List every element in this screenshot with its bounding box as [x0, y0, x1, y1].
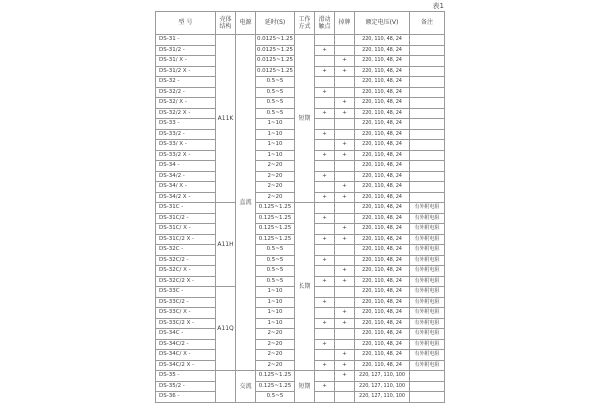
- delay-range-cell: 2~20: [256, 329, 295, 340]
- sliding-contact-cell: [315, 392, 335, 403]
- model-cell: DS-33C/ X -: [156, 308, 216, 319]
- col-header-remark: 备注: [410, 12, 445, 35]
- power-source-cell: 直流: [236, 35, 256, 371]
- sliding-contact-cell: +: [315, 234, 335, 245]
- sliding-contact-cell: [315, 371, 335, 382]
- remark-cell: [410, 150, 445, 161]
- sliding-contact-cell: +: [315, 381, 335, 392]
- delay-range-cell: 1~10: [256, 287, 295, 298]
- remark-cell: [410, 45, 445, 56]
- rated-voltage-cell: 220, 110, 48, 24: [355, 234, 410, 245]
- drop-flag-cell: [335, 297, 355, 308]
- delay-range-cell: 2~20: [256, 360, 295, 371]
- sliding-contact-cell: [315, 350, 335, 361]
- delay-range-cell: 0.0125~1.25: [256, 56, 295, 67]
- drop-flag-cell: +: [335, 56, 355, 67]
- drop-flag-cell: +: [335, 266, 355, 277]
- remark-cell: [410, 140, 445, 151]
- col-header-delay: 延时(S): [256, 12, 295, 35]
- delay-range-cell: 0.125~1.25: [256, 203, 295, 214]
- rated-voltage-cell: 220, 110, 48, 24: [355, 350, 410, 361]
- rated-voltage-cell: 220, 110, 48, 24: [355, 161, 410, 172]
- model-cell: DS-34/2 -: [156, 171, 216, 182]
- remark-cell: [410, 381, 445, 392]
- remark-cell: [410, 108, 445, 119]
- rated-voltage-cell: 220, 110, 48, 24: [355, 129, 410, 140]
- remark-cell: [410, 77, 445, 88]
- col-header-case: 壳体 结构: [216, 12, 236, 35]
- rated-voltage-cell: 220, 110, 48, 24: [355, 87, 410, 98]
- rated-voltage-cell: 220, 110, 48, 24: [355, 329, 410, 340]
- drop-flag-cell: +: [335, 98, 355, 109]
- model-cell: DS-33 -: [156, 119, 216, 130]
- delay-range-cell: 2~20: [256, 339, 295, 350]
- drop-flag-cell: [335, 381, 355, 392]
- col-header-slide: 滑动 触点: [315, 12, 335, 35]
- drop-flag-cell: [335, 161, 355, 172]
- model-cell: DS-33/2 -: [156, 129, 216, 140]
- drop-flag-cell: [335, 171, 355, 182]
- model-cell: DS-32C/2 X -: [156, 276, 216, 287]
- delay-range-cell: 0.5~5: [256, 108, 295, 119]
- model-cell: DS-31C/2 X -: [156, 234, 216, 245]
- model-cell: DS-35 -: [156, 371, 216, 382]
- remark-cell: [410, 182, 445, 193]
- delay-range-cell: 2~20: [256, 192, 295, 203]
- drop-flag-cell: [335, 45, 355, 56]
- remark-cell: [410, 192, 445, 203]
- model-cell: DS-32/ X -: [156, 98, 216, 109]
- sliding-contact-cell: [315, 266, 335, 277]
- sliding-contact-cell: +: [315, 255, 335, 266]
- model-cell: DS-31 -: [156, 35, 216, 46]
- rated-voltage-cell: 220, 110, 48, 24: [355, 203, 410, 214]
- sliding-contact-cell: [315, 224, 335, 235]
- sliding-contact-cell: +: [315, 66, 335, 77]
- sliding-contact-cell: +: [315, 192, 335, 203]
- delay-range-cell: 1~10: [256, 308, 295, 319]
- model-cell: DS-33/ X -: [156, 140, 216, 151]
- delay-range-cell: 0.5~5: [256, 98, 295, 109]
- sliding-contact-cell: [315, 161, 335, 172]
- drop-flag-cell: [335, 245, 355, 256]
- table-row: [156, 35, 445, 46]
- working-mode-cell: 短期: [295, 371, 315, 403]
- drop-flag-cell: +: [335, 308, 355, 319]
- rated-voltage-cell: 220, 110, 48, 24: [355, 276, 410, 287]
- model-cell: DS-31/2 -: [156, 45, 216, 56]
- sliding-contact-cell: +: [315, 87, 335, 98]
- drop-flag-cell: +: [335, 108, 355, 119]
- delay-range-cell: 0.125~1.25: [256, 234, 295, 245]
- delay-range-cell: 0.5~5: [256, 87, 295, 98]
- drop-flag-cell: +: [335, 66, 355, 77]
- sliding-contact-cell: +: [315, 213, 335, 224]
- delay-range-cell: 2~20: [256, 171, 295, 182]
- delay-range-cell: 2~20: [256, 161, 295, 172]
- remark-cell: 有外附电阻: [410, 287, 445, 298]
- table-row: [156, 371, 445, 382]
- drop-flag-cell: +: [335, 192, 355, 203]
- table-header: [156, 12, 445, 35]
- delay-range-cell: 1~10: [256, 150, 295, 161]
- delay-range-cell: 0.0125~1.25: [256, 66, 295, 77]
- delay-range-cell: 2~20: [256, 350, 295, 361]
- rated-voltage-cell: 220, 110, 48, 24: [355, 213, 410, 224]
- model-cell: DS-34/2 X -: [156, 192, 216, 203]
- model-cell: DS-33C -: [156, 287, 216, 298]
- delay-range-cell: 2~20: [256, 182, 295, 193]
- rated-voltage-cell: 220, 110, 48, 24: [355, 45, 410, 56]
- working-mode-cell: 长期: [295, 203, 315, 371]
- model-cell: DS-31C -: [156, 203, 216, 214]
- model-cell: DS-32 -: [156, 77, 216, 88]
- remark-cell: 有外附电阻: [410, 308, 445, 319]
- delay-range-cell: 0.125~1.25: [256, 213, 295, 224]
- drop-flag-cell: +: [335, 224, 355, 235]
- rated-voltage-cell: 220, 127, 110, 100: [355, 371, 410, 382]
- delay-range-cell: 0.125~1.25: [256, 371, 295, 382]
- rated-voltage-cell: 220, 110, 48, 24: [355, 119, 410, 130]
- drop-flag-cell: +: [335, 182, 355, 193]
- delay-range-cell: 1~10: [256, 140, 295, 151]
- drop-flag-cell: +: [335, 360, 355, 371]
- remark-cell: 有外附电阻: [410, 339, 445, 350]
- remark-cell: 有外附电阻: [410, 266, 445, 277]
- model-cell: DS-32C/ X -: [156, 266, 216, 277]
- rated-voltage-cell: 220, 110, 48, 24: [355, 266, 410, 277]
- rated-voltage-cell: 220, 110, 48, 24: [355, 182, 410, 193]
- drop-flag-cell: [335, 213, 355, 224]
- drop-flag-cell: [335, 77, 355, 88]
- remark-cell: [410, 171, 445, 182]
- drop-flag-cell: +: [335, 371, 355, 382]
- rated-voltage-cell: 220, 110, 48, 24: [355, 308, 410, 319]
- col-header-mode: 工作 方式: [295, 12, 315, 35]
- table-number-label: 表1: [432, 2, 444, 10]
- model-cell: DS-31C/2 -: [156, 213, 216, 224]
- case-structure-cell: A11H: [216, 203, 236, 287]
- table-body: [156, 35, 445, 403]
- model-cell: DS-32/2 X -: [156, 108, 216, 119]
- remark-cell: [410, 35, 445, 46]
- sliding-contact-cell: [315, 245, 335, 256]
- rated-voltage-cell: 220, 110, 48, 24: [355, 224, 410, 235]
- delay-range-cell: 0.5~5: [256, 266, 295, 277]
- model-cell: DS-34C -: [156, 329, 216, 340]
- delay-range-cell: 1~10: [256, 119, 295, 130]
- col-header-power: 电源: [236, 12, 256, 35]
- drop-flag-cell: +: [335, 318, 355, 329]
- remark-cell: 有外附电阻: [410, 276, 445, 287]
- delay-range-cell: 0.125~1.25: [256, 381, 295, 392]
- model-cell: DS-33/2 X -: [156, 150, 216, 161]
- header-row: [156, 12, 445, 35]
- remark-cell: 有外附电阻: [410, 213, 445, 224]
- drop-flag-cell: [335, 129, 355, 140]
- working-mode-cell: 短期: [295, 35, 315, 203]
- rated-voltage-cell: 220, 110, 48, 24: [355, 287, 410, 298]
- sliding-contact-cell: [315, 35, 335, 46]
- drop-flag-cell: [335, 35, 355, 46]
- sliding-contact-cell: +: [315, 360, 335, 371]
- sliding-contact-cell: [315, 203, 335, 214]
- model-cell: DS-31C/ X -: [156, 224, 216, 235]
- rated-voltage-cell: 220, 110, 48, 24: [355, 140, 410, 151]
- rated-voltage-cell: 220, 110, 48, 24: [355, 255, 410, 266]
- model-cell: DS-33C/2 -: [156, 297, 216, 308]
- rated-voltage-cell: 220, 110, 48, 24: [355, 297, 410, 308]
- sliding-contact-cell: +: [315, 276, 335, 287]
- model-cell: DS-31/ X -: [156, 56, 216, 67]
- drop-flag-cell: [335, 329, 355, 340]
- model-cell: DS-34C/2 X -: [156, 360, 216, 371]
- model-cell: DS-32/2 -: [156, 87, 216, 98]
- rated-voltage-cell: 220, 110, 48, 24: [355, 56, 410, 67]
- table-row: [156, 203, 445, 214]
- rated-voltage-cell: 220, 110, 48, 24: [355, 318, 410, 329]
- sliding-contact-cell: [315, 56, 335, 67]
- remark-cell: 有外附电阻: [410, 350, 445, 361]
- case-structure-cell: A11Q: [216, 287, 236, 371]
- drop-flag-cell: [335, 87, 355, 98]
- model-cell: DS-32C/2 -: [156, 255, 216, 266]
- case-structure-cell: [216, 371, 236, 403]
- drop-flag-cell: +: [335, 140, 355, 151]
- delay-range-cell: 0.5~5: [256, 245, 295, 256]
- sliding-contact-cell: +: [315, 339, 335, 350]
- relay-spec-table: [155, 11, 445, 403]
- rated-voltage-cell: 220, 110, 48, 24: [355, 192, 410, 203]
- remark-cell: [410, 66, 445, 77]
- remark-cell: 有外附电阻: [410, 234, 445, 245]
- drop-flag-cell: +: [335, 276, 355, 287]
- remark-cell: 有外附电阻: [410, 329, 445, 340]
- remark-cell: [410, 87, 445, 98]
- drop-flag-cell: [335, 392, 355, 403]
- drop-flag-cell: [335, 255, 355, 266]
- delay-range-cell: 1~10: [256, 318, 295, 329]
- drop-flag-cell: [335, 339, 355, 350]
- drop-flag-cell: [335, 119, 355, 130]
- case-structure-cell: A11K: [216, 35, 236, 203]
- rated-voltage-cell: 220, 110, 48, 24: [355, 66, 410, 77]
- sliding-contact-cell: +: [315, 171, 335, 182]
- remark-cell: [410, 56, 445, 67]
- model-cell: DS-35/2 -: [156, 381, 216, 392]
- power-source-cell: 交流: [236, 371, 256, 403]
- rated-voltage-cell: 220, 127, 110, 100: [355, 381, 410, 392]
- rated-voltage-cell: 220, 110, 48, 24: [355, 360, 410, 371]
- sliding-contact-cell: [315, 140, 335, 151]
- drop-flag-cell: [335, 203, 355, 214]
- sliding-contact-cell: +: [315, 150, 335, 161]
- col-header-flag: 掉牌: [335, 12, 355, 35]
- col-header-voltage: 额定电压(V): [355, 12, 410, 35]
- sliding-contact-cell: +: [315, 318, 335, 329]
- rated-voltage-cell: 220, 110, 48, 24: [355, 245, 410, 256]
- sliding-contact-cell: [315, 98, 335, 109]
- sliding-contact-cell: [315, 119, 335, 130]
- model-cell: DS-36 -: [156, 392, 216, 403]
- rated-voltage-cell: 220, 127, 110, 100: [355, 392, 410, 403]
- remark-cell: [410, 371, 445, 382]
- delay-range-cell: 0.0125~1.25: [256, 45, 295, 56]
- drop-flag-cell: +: [335, 350, 355, 361]
- remark-cell: 有外附电阻: [410, 297, 445, 308]
- rated-voltage-cell: 220, 110, 48, 24: [355, 339, 410, 350]
- col-header-model: 型 号: [156, 12, 216, 35]
- remark-cell: 有外附电阻: [410, 255, 445, 266]
- remark-cell: 有外附电阻: [410, 245, 445, 256]
- remark-cell: 有外附电阻: [410, 224, 445, 235]
- sliding-contact-cell: [315, 77, 335, 88]
- delay-range-cell: 1~10: [256, 297, 295, 308]
- delay-range-cell: 0.125~1.25: [256, 224, 295, 235]
- sliding-contact-cell: +: [315, 108, 335, 119]
- rated-voltage-cell: 220, 110, 48, 24: [355, 150, 410, 161]
- drop-flag-cell: [335, 287, 355, 298]
- remark-cell: [410, 161, 445, 172]
- sliding-contact-cell: [315, 182, 335, 193]
- sliding-contact-cell: [315, 287, 335, 298]
- rated-voltage-cell: 220, 110, 48, 24: [355, 77, 410, 88]
- remark-cell: 有外附电阻: [410, 203, 445, 214]
- drop-flag-cell: +: [335, 234, 355, 245]
- remark-cell: [410, 392, 445, 403]
- sliding-contact-cell: [315, 329, 335, 340]
- remark-cell: 有外附电阻: [410, 360, 445, 371]
- rated-voltage-cell: 220, 110, 48, 24: [355, 171, 410, 182]
- delay-range-cell: 0.0125~1.25: [256, 35, 295, 46]
- remark-cell: [410, 119, 445, 130]
- model-cell: DS-34 -: [156, 161, 216, 172]
- rated-voltage-cell: 220, 110, 48, 24: [355, 108, 410, 119]
- remark-cell: [410, 98, 445, 109]
- remark-cell: 有外附电阻: [410, 318, 445, 329]
- sliding-contact-cell: +: [315, 45, 335, 56]
- model-cell: DS-31/2 X -: [156, 66, 216, 77]
- delay-range-cell: 0.5~5: [256, 276, 295, 287]
- model-cell: DS-32C -: [156, 245, 216, 256]
- rated-voltage-cell: 220, 110, 48, 24: [355, 35, 410, 46]
- delay-range-cell: 0.5~5: [256, 77, 295, 88]
- model-cell: DS-34C/ X -: [156, 350, 216, 361]
- delay-range-cell: 0.5~5: [256, 255, 295, 266]
- model-cell: DS-34C/2 -: [156, 339, 216, 350]
- model-cell: DS-34/ X -: [156, 182, 216, 193]
- delay-range-cell: 1~10: [256, 129, 295, 140]
- remark-cell: [410, 129, 445, 140]
- model-cell: DS-33C/2 X -: [156, 318, 216, 329]
- sliding-contact-cell: +: [315, 129, 335, 140]
- sliding-contact-cell: +: [315, 297, 335, 308]
- sliding-contact-cell: [315, 308, 335, 319]
- drop-flag-cell: +: [335, 150, 355, 161]
- rated-voltage-cell: 220, 110, 48, 24: [355, 98, 410, 109]
- delay-range-cell: 0.5~5: [256, 392, 295, 403]
